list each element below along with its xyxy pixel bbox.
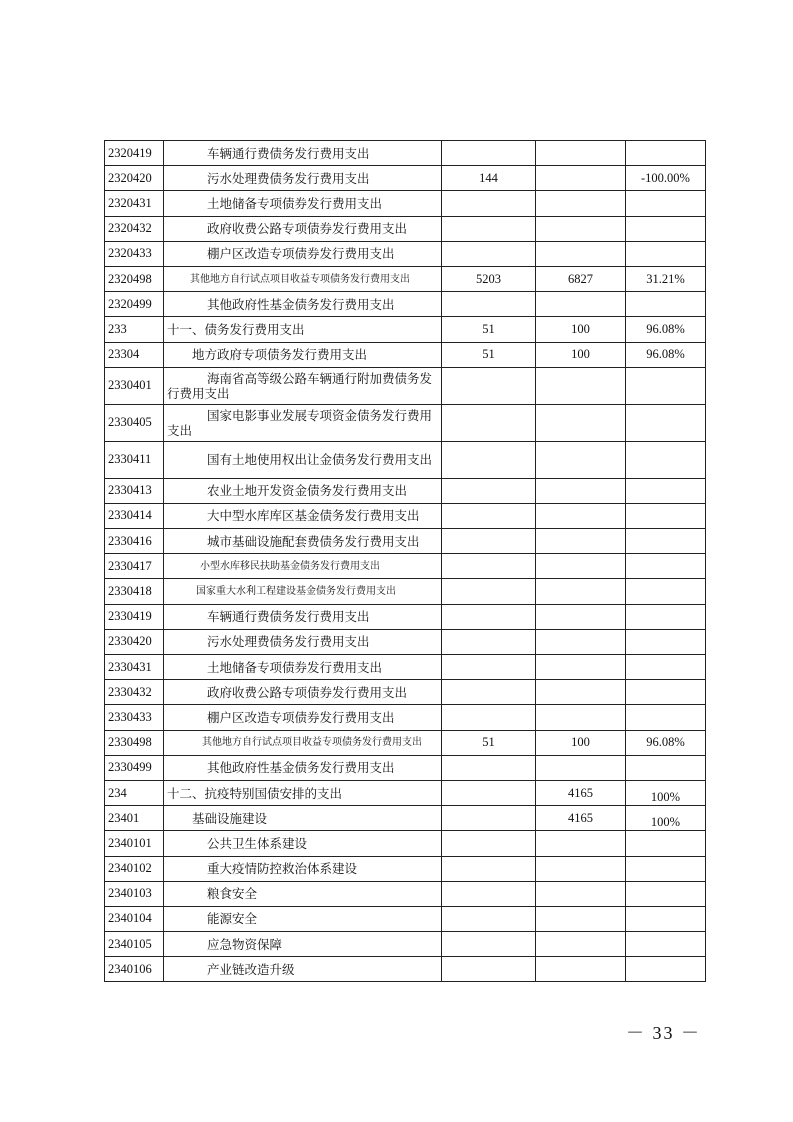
value-col3 xyxy=(626,292,706,317)
value-col3: 96.08% xyxy=(626,317,706,342)
subject-name: 重大疫情防控救治体系建设 xyxy=(164,856,442,881)
table-row xyxy=(105,856,706,881)
subject-name: 产业链改造升级 xyxy=(164,957,442,982)
value-col2 xyxy=(536,906,626,931)
table-row xyxy=(105,579,706,604)
subject-name: 国家重大水利工程建设基金债务发行费用支出 xyxy=(164,579,442,604)
subject-code: 233 xyxy=(105,317,164,342)
value-col1: 51 xyxy=(442,317,536,342)
subject-name: 十二、抗疫特别国债安排的支出 xyxy=(164,780,442,805)
subject-name: 其他地方自行试点项目收益专项债务发行费用支出 xyxy=(164,730,442,755)
value-col2 xyxy=(536,604,626,629)
value-col2 xyxy=(536,216,626,241)
value-col2 xyxy=(536,831,626,856)
table-row xyxy=(105,957,706,982)
value-col1 xyxy=(442,780,536,805)
page-number: － 33 － xyxy=(626,1023,701,1043)
subject-code: 2330499 xyxy=(105,755,164,780)
value-col2 xyxy=(536,441,626,478)
subject-code: 2320432 xyxy=(105,216,164,241)
table-row xyxy=(105,780,706,805)
value-col2 xyxy=(536,655,626,680)
value-col1 xyxy=(442,292,536,317)
value-col3 xyxy=(626,441,706,478)
subject-name: 国家电影事业发展专项资金债务发行费用支出 xyxy=(164,404,442,441)
value-col3 xyxy=(626,881,706,906)
value-col3 xyxy=(626,957,706,982)
subject-code: 2320499 xyxy=(105,292,164,317)
value-col1 xyxy=(442,881,536,906)
table-row xyxy=(105,755,706,780)
table-row xyxy=(105,342,706,367)
value-col3 xyxy=(626,216,706,241)
table-row xyxy=(105,441,706,478)
subject-code: 2320431 xyxy=(105,191,164,216)
subject-code: 2330420 xyxy=(105,629,164,654)
table-row xyxy=(105,629,706,654)
value-col3 xyxy=(626,554,706,579)
value-col3: 31.21% xyxy=(626,266,706,291)
table-row xyxy=(105,191,706,216)
value-col1: 51 xyxy=(442,342,536,367)
subject-name: 污水处理费债务发行费用支出 xyxy=(164,166,442,191)
subject-code: 23304 xyxy=(105,342,164,367)
subject-name: 国有土地使用权出让金债务发行费用支出 xyxy=(164,441,442,478)
value-col3 xyxy=(626,655,706,680)
value-col2 xyxy=(536,680,626,705)
subject-code: 2340106 xyxy=(105,957,164,982)
value-col2 xyxy=(536,856,626,881)
subject-name: 能源安全 xyxy=(164,906,442,931)
subject-code: 2320419 xyxy=(105,141,164,166)
value-col3 xyxy=(626,478,706,503)
value-col2 xyxy=(536,191,626,216)
value-col2 xyxy=(536,478,626,503)
table-row xyxy=(105,806,706,831)
subject-name: 其他政府性基金债务发行费用支出 xyxy=(164,292,442,317)
value-col2 xyxy=(536,579,626,604)
subject-name: 农业土地开发资金债务发行费用支出 xyxy=(164,478,442,503)
value-col1 xyxy=(442,441,536,478)
subject-code: 2330432 xyxy=(105,680,164,705)
subject-name: 粮食安全 xyxy=(164,881,442,906)
subject-code: 2340103 xyxy=(105,881,164,906)
table-row xyxy=(105,317,706,342)
value-col3 xyxy=(626,856,706,881)
subject-name: 车辆通行费债务发行费用支出 xyxy=(164,141,442,166)
subject-name: 政府收费公路专项债券发行费用支出 xyxy=(164,216,442,241)
subject-code: 2330401 xyxy=(105,367,164,404)
value-col2: 6827 xyxy=(536,266,626,291)
subject-name: 公共卫生体系建设 xyxy=(164,831,442,856)
value-col1 xyxy=(442,932,536,957)
table-row xyxy=(105,705,706,730)
value-col1 xyxy=(442,655,536,680)
value-col3 xyxy=(626,503,706,528)
value-col1 xyxy=(442,856,536,881)
table-row xyxy=(105,478,706,503)
value-col3 xyxy=(626,629,706,654)
value-col3: 100% xyxy=(626,780,706,805)
value-col3 xyxy=(626,831,706,856)
value-col1 xyxy=(442,579,536,604)
subject-code: 2320433 xyxy=(105,241,164,266)
value-col3 xyxy=(626,755,706,780)
table-row xyxy=(105,266,706,291)
value-col2 xyxy=(536,503,626,528)
subject-name: 污水处理费债务发行费用支出 xyxy=(164,629,442,654)
subject-name: 应急物资保障 xyxy=(164,932,442,957)
subject-name: 车辆通行费债务发行费用支出 xyxy=(164,604,442,629)
subject-name: 城市基础设施配套费债务发行费用支出 xyxy=(164,529,442,554)
value-col3 xyxy=(626,705,706,730)
table-row xyxy=(105,292,706,317)
subject-name: 土地储备专项债券发行费用支出 xyxy=(164,191,442,216)
subject-name: 地方政府专项债务发行费用支出 xyxy=(164,342,442,367)
value-col2 xyxy=(536,166,626,191)
table-row xyxy=(105,932,706,957)
value-col1 xyxy=(442,906,536,931)
value-col1 xyxy=(442,629,536,654)
subject-code: 2330416 xyxy=(105,529,164,554)
subject-code: 2330418 xyxy=(105,579,164,604)
value-col2 xyxy=(536,141,626,166)
value-col2 xyxy=(536,629,626,654)
table-row xyxy=(105,655,706,680)
subject-name: 十一、债务发行费用支出 xyxy=(164,317,442,342)
value-col1 xyxy=(442,529,536,554)
value-col3: -100.00% xyxy=(626,166,706,191)
table-row xyxy=(105,906,706,931)
table-row xyxy=(105,730,706,755)
subject-code: 2330498 xyxy=(105,730,164,755)
value-col3 xyxy=(626,191,706,216)
value-col2 xyxy=(536,705,626,730)
value-col2 xyxy=(536,367,626,404)
value-col1 xyxy=(442,680,536,705)
subject-code: 2320498 xyxy=(105,266,164,291)
subject-name: 其他政府性基金债务发行费用支出 xyxy=(164,755,442,780)
subject-name: 政府收费公路专项债券发行费用支出 xyxy=(164,680,442,705)
value-col1 xyxy=(442,604,536,629)
value-col1 xyxy=(442,141,536,166)
subject-code: 2330433 xyxy=(105,705,164,730)
value-col3 xyxy=(626,404,706,441)
value-col2: 4165 xyxy=(536,780,626,805)
subject-code: 234 xyxy=(105,780,164,805)
subject-name: 棚户区改造专项债券发行费用支出 xyxy=(164,241,442,266)
subject-name: 基础设施建设 xyxy=(164,806,442,831)
value-col3: 96.08% xyxy=(626,342,706,367)
table-row xyxy=(105,503,706,528)
subject-code: 2330413 xyxy=(105,478,164,503)
value-col1 xyxy=(442,191,536,216)
value-col1 xyxy=(442,831,536,856)
value-col3 xyxy=(626,241,706,266)
value-col3 xyxy=(626,932,706,957)
subject-code: 2340104 xyxy=(105,906,164,931)
value-col3 xyxy=(626,906,706,931)
value-col3 xyxy=(626,529,706,554)
value-col3 xyxy=(626,579,706,604)
subject-name: 土地储备专项债券发行费用支出 xyxy=(164,655,442,680)
value-col1 xyxy=(442,554,536,579)
table-row xyxy=(105,404,706,441)
table-row xyxy=(105,367,706,404)
value-col1 xyxy=(442,503,536,528)
table-row xyxy=(105,166,706,191)
value-col2 xyxy=(536,881,626,906)
subject-code: 2330405 xyxy=(105,404,164,441)
value-col1 xyxy=(442,806,536,831)
value-col1 xyxy=(442,755,536,780)
value-col1: 144 xyxy=(442,166,536,191)
table-row xyxy=(105,141,706,166)
subject-code: 23401 xyxy=(105,806,164,831)
subject-name: 小型水库移民扶助基金债务发行费用支出 xyxy=(164,554,442,579)
subject-code: 2330411 xyxy=(105,441,164,478)
value-col1 xyxy=(442,705,536,730)
value-col2 xyxy=(536,554,626,579)
subject-name: 其他地方自行试点项目收益专项债务发行费用支出 xyxy=(164,266,442,291)
subject-code: 2340102 xyxy=(105,856,164,881)
value-col2 xyxy=(536,529,626,554)
subject-code: 2330431 xyxy=(105,655,164,680)
value-col1 xyxy=(442,367,536,404)
table-row xyxy=(105,554,706,579)
value-col1 xyxy=(442,404,536,441)
value-col3: 96.08% xyxy=(626,730,706,755)
value-col2 xyxy=(536,932,626,957)
value-col3 xyxy=(626,141,706,166)
subject-code: 2330414 xyxy=(105,503,164,528)
subject-name: 棚户区改造专项债券发行费用支出 xyxy=(164,705,442,730)
value-col1 xyxy=(442,216,536,241)
subject-name: 海南省高等级公路车辆通行附加费债务发行费用支出 xyxy=(164,367,442,404)
subject-code: 2320420 xyxy=(105,166,164,191)
value-col2 xyxy=(536,755,626,780)
value-col1: 5203 xyxy=(442,266,536,291)
value-col2 xyxy=(536,292,626,317)
value-col1 xyxy=(442,478,536,503)
table-row xyxy=(105,831,706,856)
subject-name: 大中型水库库区基金债务发行费用支出 xyxy=(164,503,442,528)
table-row xyxy=(105,216,706,241)
value-col2 xyxy=(536,241,626,266)
value-col2: 100 xyxy=(536,730,626,755)
table-row xyxy=(105,881,706,906)
subject-code: 2330417 xyxy=(105,554,164,579)
table-row xyxy=(105,241,706,266)
value-col2: 100 xyxy=(536,317,626,342)
table-row xyxy=(105,680,706,705)
value-col1 xyxy=(442,241,536,266)
value-col2: 100 xyxy=(536,342,626,367)
value-col3 xyxy=(626,680,706,705)
value-col2 xyxy=(536,957,626,982)
budget-table xyxy=(104,140,706,982)
table-row xyxy=(105,604,706,629)
subject-code: 2340105 xyxy=(105,932,164,957)
value-col3 xyxy=(626,367,706,404)
value-col2 xyxy=(536,404,626,441)
subject-code: 2340101 xyxy=(105,831,164,856)
value-col1 xyxy=(442,957,536,982)
value-col2: 4165 xyxy=(536,806,626,831)
table-row xyxy=(105,529,706,554)
value-col1: 51 xyxy=(442,730,536,755)
subject-code: 2330419 xyxy=(105,604,164,629)
value-col3 xyxy=(626,604,706,629)
value-col3: 100% xyxy=(626,806,706,831)
